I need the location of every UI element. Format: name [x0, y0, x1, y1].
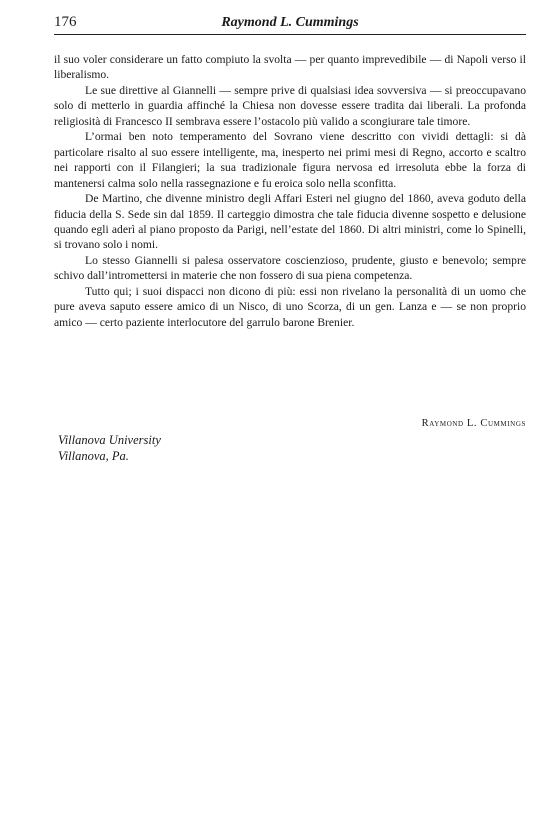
author-signature: Raymond L. Cummings — [421, 418, 526, 429]
affiliation-institution: Villanova University — [58, 433, 161, 447]
body-text — [54, 52, 526, 330]
author-affiliation — [58, 432, 161, 464]
paragraph-5: Lo stesso Giannelli si palesa osservatore coscienzioso, prudente, giusto e benevolo; sempre schivo dall’intromettersi in materie che non fossero di sua piena competenza. — [54, 253, 526, 283]
running-head: Raymond L. Cummings — [221, 15, 359, 30]
page-number: 176 — [54, 14, 77, 30]
paragraph-2: Le sue direttive al Giannelli — sempre prive di qualsiasi idea sovversiva — si preoccupavano solo di metterlo in guardia affinché la Chiesa non dovesse essere tradita dai liberali. La profonda religiosità di Francesco II sembrava essere l’ostacolo più valido a scongiurare tale timore. — [54, 83, 526, 128]
paragraph-6: Tutto qui; i suoi dispacci non dicono di più: essi non rivelano la personalità di un uomo che pure aveva saputo essere amico di un Nisco, di uno Scorza, di un gen. Lanza e — se non proprio amico — certo paziente interlocutore del garrulo barone Brenier. — [54, 284, 526, 329]
paragraph-1: il suo voler considerare un fatto compiuto la svolta — per quanto imprevedibile — di Napoli verso il liberalismo. — [54, 53, 526, 82]
affiliation-location: Villanova, Pa. — [58, 449, 129, 463]
paragraph-3: L’ormai ben noto temperamento del Sovrano viene descritto con vividi dettagli: si dà particolare risalto al suo essere intelligente, ma, inesperto nei primi mesi di Regno, accorto e scaltro nei rapporti con il Filangieri; la sua tradizionale figura nervosa ed irresoluta ebbe la forza di mantenersi calma solo nella rassegnazione e fu eroica solo nella sconfitta. — [54, 130, 526, 190]
paragraph-4: De Martino, che divenne ministro degli Affari Esteri nel giugno del 1860, aveva goduto della fiducia della S. Sede sin dal 1859. Il carteggio dimostra che tale fiducia divenne sospetto e delusione quando egli aderì al piano proposto da Parigi, nell’estate del 1860. Di altri ministri, come lo Spinelli, si trovano solo i nomi. — [54, 192, 526, 252]
page-header — [54, 12, 526, 35]
